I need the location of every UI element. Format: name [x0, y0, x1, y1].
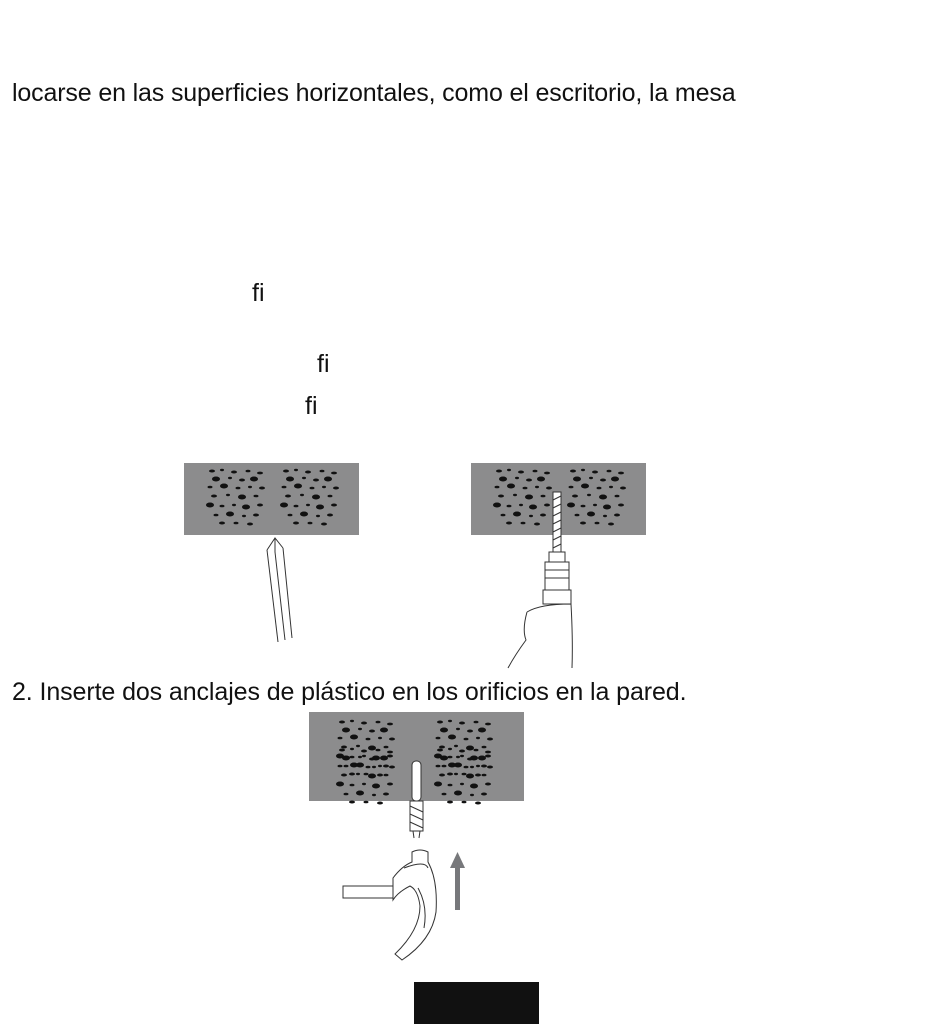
- ligature-fragment-3: fi: [305, 392, 318, 420]
- wall-with-pencil-illustration: [184, 463, 359, 642]
- step-2-instruction: 2. Inserte dos anclajes de plástico en los orificios en la pared.: [12, 678, 687, 706]
- wall-with-anchor-and-hammer-illustration: [309, 712, 524, 960]
- ligature-fragment-1: fi: [252, 279, 265, 307]
- arrow-up-icon: [450, 852, 465, 910]
- instruction-text-top: locarse en las superficies horizontales, como el escritorio, la mesa: [12, 79, 736, 107]
- wall-with-drill-illustration: [471, 463, 646, 668]
- bottom-dark-block: [414, 982, 539, 1024]
- ligature-fragment-2: fi: [317, 350, 330, 378]
- pencil-icon: [267, 538, 292, 642]
- hammer-icon: [343, 850, 436, 960]
